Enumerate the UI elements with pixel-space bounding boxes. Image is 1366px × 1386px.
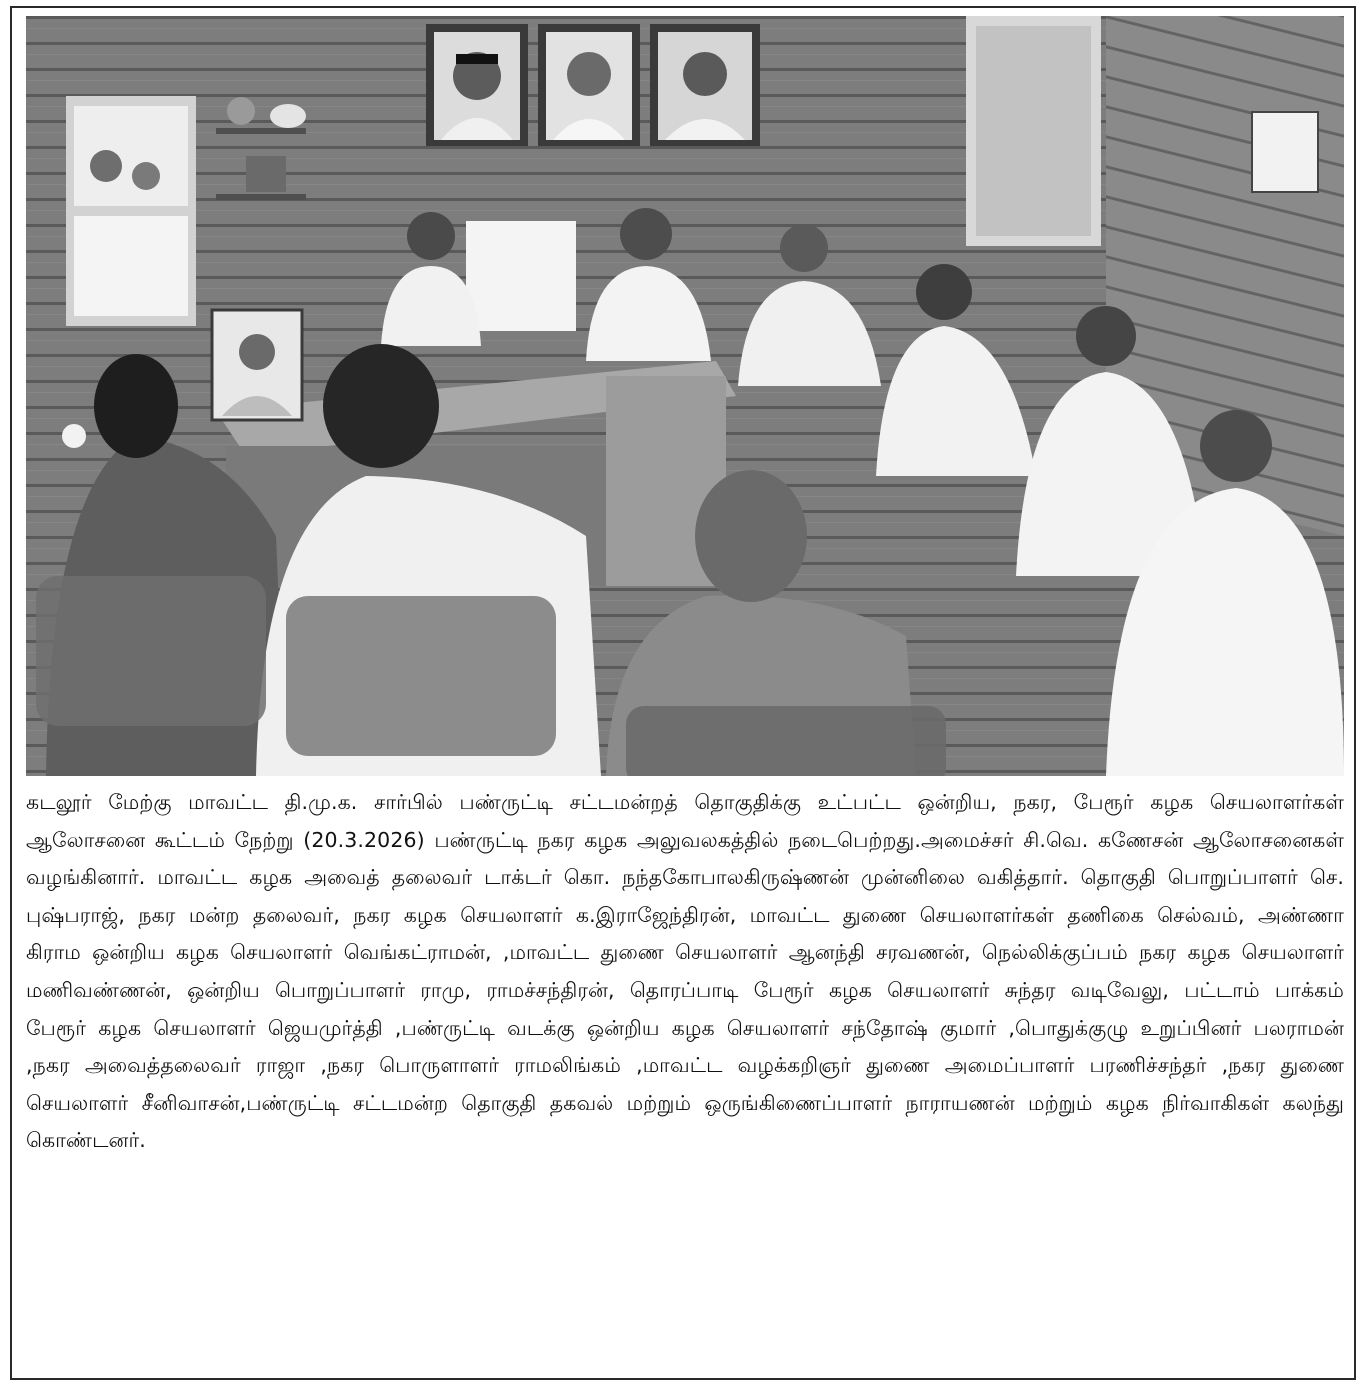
news-clipping xyxy=(10,6,1356,1380)
article-caption: கடலூர் மேற்கு மாவட்ட தி.மு.க. சார்பில் பண்ருட்டி சட்டமன்றத் தொகுதிக்கு உட்பட்ட ஒன்றிய, நகர, பேரூர் கழக செயலாளர்கள் ஆலோசனை கூட்டம் நேற்று (20.3.2026) பண்ருட்டி நகர கழக அலுவலகத்தில் நடைபெற்றது.அமைச்சர் சி.வெ. கணேசன் ஆலோசனைகள் வழங்கினார். மாவட்ட கழக அவைத் தலைவர் டாக்டர் கொ. நந்தகோபாலகிருஷ்ணன் முன்னிலை வகித்தார். தொகுதி பொறுப்பாளர் செ. புஷ்பராஜ், நகர மன்ற தலைவர், நகர கழக செயலாளர் க.இராஜேந்திரன், மாவட்ட துணை செயலாளர்கள் தணிகை செல்வம், அண்ணா கிராம ஒன்றிய கழக செயலாளர் வெங்கட்ராமன், ,மாவட்ட துணை செயலாளர் ஆனந்தி சரவணன், நெல்லிக்குப்பம் நகர கழக செயலாளர் மணிவண்ணன், ஒன்றிய பொறுப்பாளர் ராமு, ராமச்சந்திரன், தொரப்பாடி பேரூர் கழக செயலாளர் சுந்தர வடிவேலு, பட்டாம் பாக்கம் பேரூர் கழக செயலாளர் ஜெயமுர்த்தி ,பண்ருட்டி வடக்கு ஒன்றிய கழக செயலாளர் சந்தோஷ் குமார் ,பொதுக்குழு உறுப்பினர் பலராமன் ,நகர அவைத்தலைவர் ராஜா ,நகர பொருளாளர் ராமலிங்கம் ,மாவட்ட வழக்கறிஞர் துணை அமைப்பாளர் பரணிச்சந்தர் ,நகர துணை செயலாளர் சீனிவாசன்,பண்ருட்டி சட்டமன்ற தொகுதி தகவல் மற்றும் ஒருங்கிணைப்பாளர் நாராயணன் மற்றும் கழக நிர்வாகிகள் கலந்து கொண்டனர். xyxy=(26,790,1344,1153)
news-photo xyxy=(26,16,1344,776)
meeting-photo-illustration xyxy=(26,16,1344,776)
